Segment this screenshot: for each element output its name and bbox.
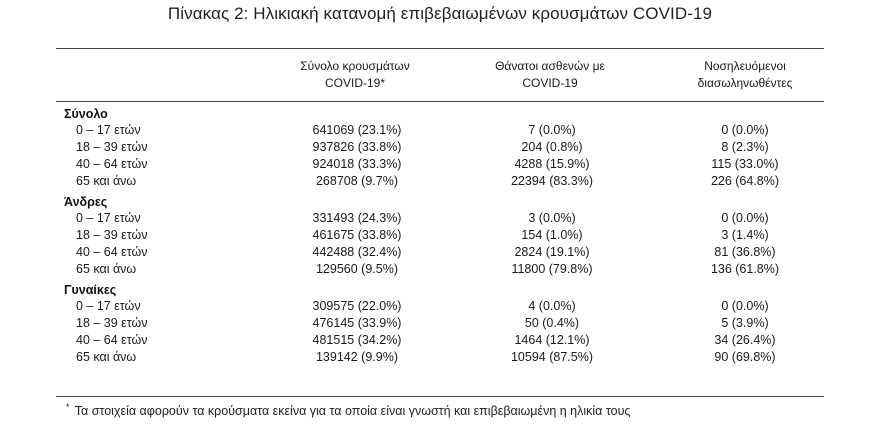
table-row bbox=[0, 349, 880, 366]
intubated-cell: 136 (61.8%) bbox=[710, 262, 780, 276]
cases-cell: 481515 (34.2%) bbox=[312, 333, 402, 347]
table-row bbox=[0, 298, 880, 315]
table-row bbox=[0, 210, 880, 227]
deaths-cell: 4288 (15.9%) bbox=[514, 157, 590, 171]
cases-cell: 139142 (9.9%) bbox=[315, 350, 398, 364]
age-label: 0 – 17 ετών bbox=[76, 211, 141, 225]
group-title: Σύνολο bbox=[64, 107, 108, 121]
table-row bbox=[0, 227, 880, 244]
header-intubated bbox=[660, 58, 830, 92]
header-total-cases-line1: Σύνολο κρουσμάτων bbox=[300, 59, 410, 73]
deaths-cell: 50 (0.4%) bbox=[524, 316, 580, 330]
footnote-text: Τα στοιχεία αφορούν τα κρούσματα εκείνα για τα οποία είναι γνωστή και επιβεβαιωμένη η ηλικία τους bbox=[74, 404, 631, 419]
intubated-cell: 115 (33.0%) bbox=[711, 157, 779, 171]
age-label: 18 – 39 ετών bbox=[76, 140, 148, 154]
deaths-cell: 2824 (19.1%) bbox=[514, 245, 590, 259]
footnote-marker: * bbox=[66, 402, 70, 412]
footnote bbox=[66, 402, 630, 418]
header-intubated-line1: Νοσηλευόμενοι bbox=[704, 59, 786, 73]
table-row bbox=[0, 156, 880, 173]
deaths-cell: 7 (0.0%) bbox=[528, 123, 576, 137]
age-label: 65 και άνω bbox=[76, 262, 137, 276]
cases-cell: 309575 (22.0%) bbox=[312, 299, 402, 313]
cases-cell: 461675 (33.8%) bbox=[312, 228, 402, 242]
deaths-cell: 1464 (12.1%) bbox=[514, 333, 590, 347]
deaths-cell: 154 (1.0%) bbox=[521, 228, 583, 242]
deaths-cell: 11800 (79.8%) bbox=[511, 262, 593, 276]
header-deaths-line1: Θάνατοι ασθενών με bbox=[495, 59, 605, 73]
age-label: 18 – 39 ετών bbox=[76, 228, 148, 242]
header-total-cases bbox=[270, 58, 440, 92]
deaths-cell: 204 (0.8%) bbox=[521, 140, 583, 154]
deaths-cell: 10594 (87.5%) bbox=[510, 350, 593, 364]
group-total bbox=[0, 106, 880, 190]
table-row bbox=[0, 332, 880, 349]
intubated-cell: 0 (0.0%) bbox=[721, 211, 769, 225]
group-title: Γυναίκες bbox=[64, 283, 117, 297]
table-row bbox=[0, 122, 880, 139]
age-label: 40 – 64 ετών bbox=[76, 157, 148, 171]
header-rule bbox=[56, 101, 824, 102]
header-deaths-line2: COVID-19 bbox=[522, 76, 578, 90]
intubated-cell: 226 (64.8%) bbox=[710, 174, 780, 188]
intubated-cell: 3 (1.4%) bbox=[721, 228, 769, 242]
intubated-cell: 81 (36.8%) bbox=[714, 245, 776, 259]
header-total-cases-line2: COVID-19* bbox=[324, 76, 386, 90]
age-label: 18 – 39 ετών bbox=[76, 316, 148, 330]
group-title: Άνδρες bbox=[64, 195, 108, 209]
top-rule bbox=[56, 48, 824, 49]
age-label: 65 και άνω bbox=[76, 174, 137, 188]
intubated-cell: 90 (69.8%) bbox=[714, 350, 776, 364]
table-title: Πίνακας 2: Ηλικιακή κατανομή επιβεβαιωμένων κρουσμάτων COVID-19 bbox=[167, 4, 713, 23]
cases-cell: 331493 (24.3%) bbox=[312, 211, 402, 225]
header-intubated-line2: διασωληνωθέντες bbox=[697, 76, 793, 90]
deaths-cell: 3 (0.0%) bbox=[528, 211, 576, 225]
intubated-cell: 5 (3.9%) bbox=[721, 316, 769, 330]
age-label: 0 – 17 ετών bbox=[76, 299, 141, 313]
cases-cell: 129560 (9.5%) bbox=[315, 262, 398, 276]
intubated-cell: 0 (0.0%) bbox=[721, 299, 769, 313]
table-body bbox=[0, 106, 880, 370]
deaths-cell: 4 (0.0%) bbox=[528, 299, 576, 313]
cases-cell: 268708 (9.7%) bbox=[315, 174, 398, 188]
age-label: 40 – 64 ετών bbox=[76, 333, 148, 347]
deaths-cell: 22394 (83.3%) bbox=[510, 174, 593, 188]
intubated-cell: 34 (26.4%) bbox=[714, 333, 776, 347]
cases-cell: 641069 (23.1%) bbox=[312, 123, 402, 137]
intubated-cell: 0 (0.0%) bbox=[721, 123, 769, 137]
cases-cell: 937826 (33.8%) bbox=[312, 140, 402, 154]
table-row bbox=[0, 173, 880, 190]
group-women bbox=[0, 282, 880, 366]
cases-cell: 924018 (33.3%) bbox=[312, 157, 402, 171]
age-label: 65 και άνω bbox=[76, 350, 137, 364]
table-row bbox=[0, 261, 880, 278]
group-men bbox=[0, 194, 880, 278]
age-label: 0 – 17 ετών bbox=[76, 123, 141, 137]
cases-cell: 476145 (33.9%) bbox=[312, 316, 402, 330]
header-deaths bbox=[460, 58, 640, 92]
bottom-rule bbox=[56, 396, 824, 397]
table-row bbox=[0, 315, 880, 332]
table-row bbox=[0, 244, 880, 261]
table-row bbox=[0, 139, 880, 156]
intubated-cell: 8 (2.3%) bbox=[721, 140, 769, 154]
age-label: 40 – 64 ετών bbox=[76, 245, 148, 259]
cases-cell: 442488 (32.4%) bbox=[312, 245, 402, 259]
